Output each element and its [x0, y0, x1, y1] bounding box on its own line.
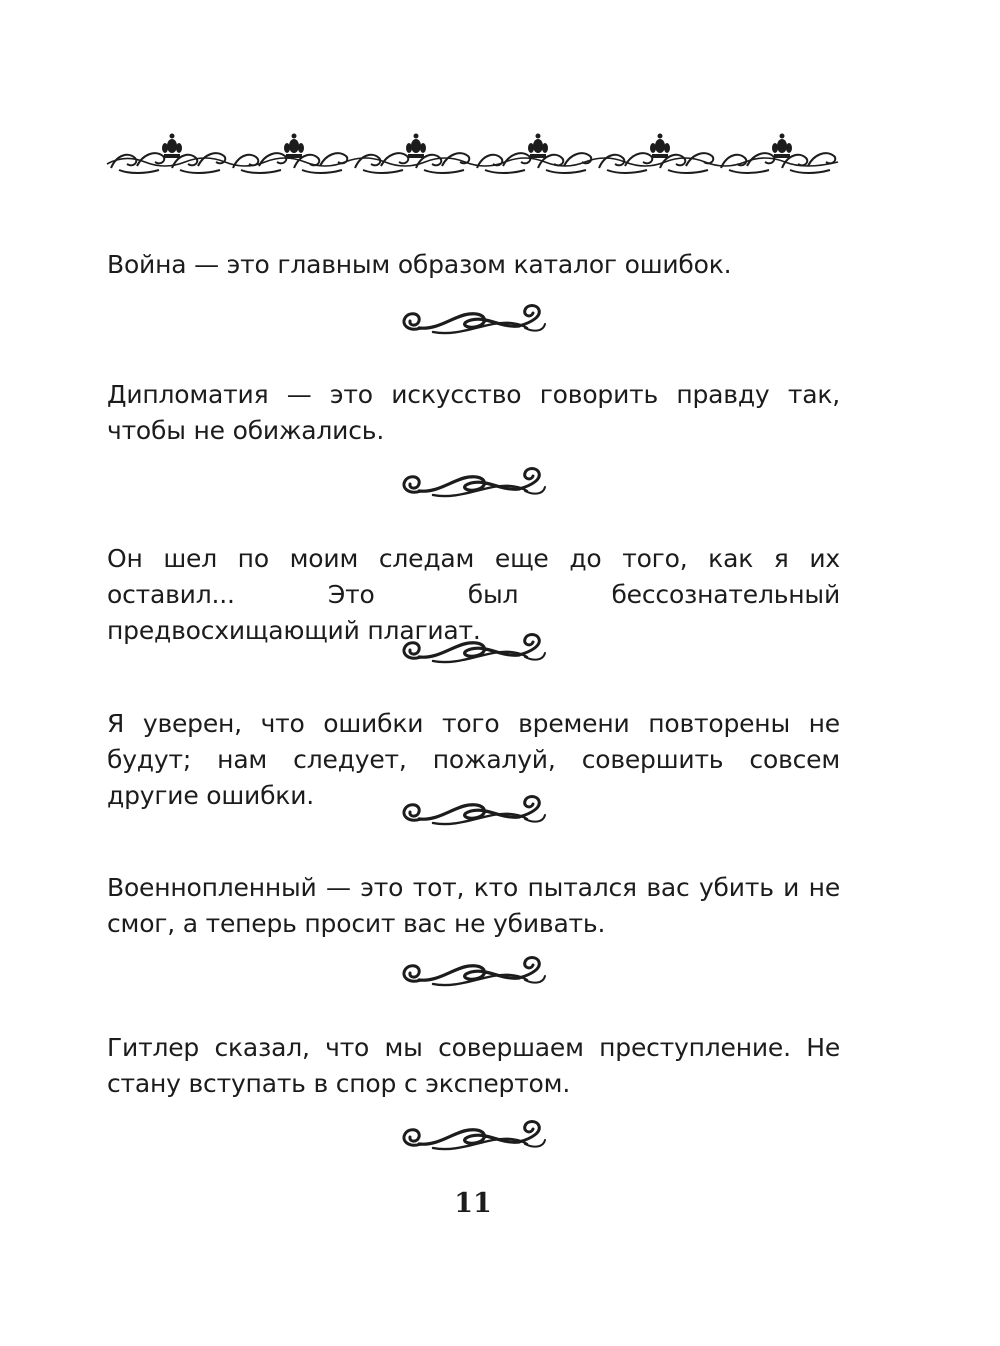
flourish-divider-icon — [397, 789, 549, 835]
flourish-divider-icon — [397, 950, 549, 996]
quote-text: Гитлер сказал, что мы совершаем преступление. Не стану вступать в спор с экспертом. — [107, 1033, 840, 1098]
ornamental-border-icon — [105, 124, 840, 176]
page-number: 11 — [454, 1188, 492, 1219]
flourish-divider-icon — [397, 1114, 549, 1160]
quote-text: Военнопленный — это тот, кто пытался вас убить и не смог, а теперь просит вас не убивать. — [107, 873, 840, 938]
flourish-divider-icon — [397, 461, 549, 507]
flourish-divider-icon — [397, 627, 549, 673]
quote-text: Война — это главным образом каталог ошибок. — [107, 250, 732, 279]
flourish-divider-icon — [397, 298, 549, 344]
quote-text: Я уверен, что ошибки того времени повторены не будут; нам следует, пожалуй, совершить совсем другие ошибки. — [107, 709, 840, 810]
quote-text: Дипломатия — это искусство говорить правду так, чтобы не обижались. — [107, 380, 840, 445]
quote-text: Он шел по моим следам еще до того, как я их оставил... Это был бессознательный предвосхищающий плагиат. — [107, 544, 840, 645]
